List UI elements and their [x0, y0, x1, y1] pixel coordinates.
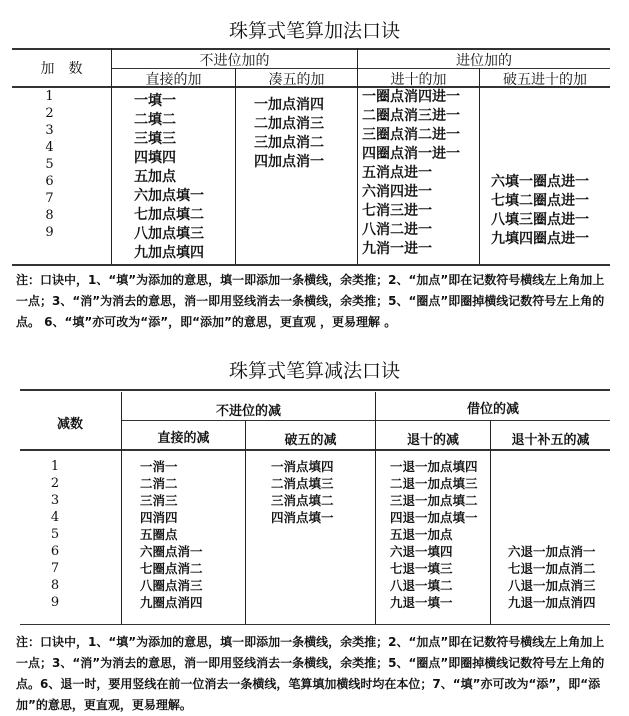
- cell: 三消三: [140, 493, 178, 508]
- cell: 六退一加点消一: [508, 544, 596, 559]
- cell: 二圈点消三进一: [362, 108, 460, 124]
- header-subtrahend: 减数: [56, 417, 83, 432]
- cell: 二消点填三: [271, 476, 334, 491]
- cell: 八退一加点消三: [508, 578, 596, 593]
- cell: 九退一填一: [390, 595, 453, 610]
- header-five: 破五的减: [284, 433, 337, 448]
- header-ten: 进十的加: [390, 72, 447, 88]
- cell: 三退一加点填二: [390, 493, 478, 508]
- cell: 六加点填一: [134, 188, 204, 204]
- cell: 六填一圈点进一: [491, 174, 589, 190]
- direct-column: [140, 458, 203, 611]
- cell: 1: [50, 459, 60, 474]
- cell: 一圈点消四进一: [362, 89, 460, 105]
- cell: 一消点填四: [271, 459, 334, 474]
- tenfive-column: [508, 543, 596, 611]
- cell: 5: [50, 527, 60, 542]
- cell: 四圈点消一进一: [362, 146, 460, 162]
- cell: 六退一填四: [390, 544, 453, 559]
- cell: 七退一加点消二: [508, 561, 596, 576]
- header-breakfive: 破五进十的加: [503, 72, 587, 88]
- cell: 一退一加点填四: [390, 459, 478, 474]
- cell: 二消二: [140, 476, 178, 491]
- cell: 七退一填三: [390, 561, 453, 576]
- cell: 7: [45, 191, 54, 206]
- cell: 八圈点消三: [140, 578, 203, 593]
- cell: 五圈点: [140, 527, 178, 542]
- divider: [479, 68, 480, 264]
- cell: 九加点填四: [134, 245, 204, 261]
- cell: 二退一加点填三: [390, 476, 478, 491]
- header-addend: 加 数: [40, 61, 83, 77]
- cell: 三加点消二: [254, 135, 324, 151]
- divider: [20, 389, 610, 391]
- cell: 九填四圈点进一: [491, 231, 589, 247]
- cell: 二填二: [134, 112, 176, 128]
- cell: 六消四进一: [362, 184, 432, 200]
- header-ten: 退十的减: [406, 433, 459, 448]
- header-five: 凑五的加: [268, 72, 325, 88]
- cell: 8: [45, 208, 54, 223]
- breakfive-column: [491, 173, 589, 249]
- header-noborrow: 不进位的减: [215, 404, 281, 419]
- divider: [12, 264, 610, 266]
- addition-note: 注：口诀中，1、“填”为添加的意思，填一即添加一条横线，余类推；2、“加点”即在记数符号横线左上角加上一点；3、“消”为消去的意思，消一即用竖线消去一条横线，余类推；5、“圈点”即圈掉横线记数符号左上角的点。 6、“填”亦可改为“添”，即“添加”的意思，更直观 ，更易理解 。: [16, 273, 605, 329]
- cell: 八退一填二: [390, 578, 453, 593]
- divider: [375, 392, 376, 624]
- divider: [122, 420, 610, 421]
- divider: [20, 449, 610, 451]
- cell: 二加点消三: [254, 116, 324, 132]
- cell: 七圈点消二: [140, 561, 203, 576]
- cell: 5: [45, 157, 54, 172]
- subtraction-note: 注：口诀中，1、“填”为添加的意思，填一即添加一条横线，余类推；2、“加点”即在记数符号横线左上角加上一点；3、“消”为消去的意思，消一即用竖线消去一条横线，余类推；5、“圈点”即圈掉横线记数符号左上角的点。6、退一时，要用竖线在前一位消去一条横线，笔算填加横线时均在本位；7、“填”亦可改为“添”，即“添加”的意思，更直观，更易理解。: [16, 635, 605, 712]
- direct-column: [134, 92, 204, 263]
- cell: 3: [45, 123, 54, 138]
- cell: 三填三: [134, 131, 176, 147]
- cell: 一消一: [140, 459, 178, 474]
- cell: 四加点消一: [254, 154, 324, 170]
- divider: [235, 68, 236, 264]
- cell: 五消点进一: [362, 165, 432, 181]
- cell: 9: [45, 225, 54, 240]
- cell: 九退一加点消四: [508, 595, 596, 610]
- number-column: [20, 458, 90, 611]
- cell: 一加点消四: [254, 97, 324, 113]
- cell: 七消三进一: [362, 203, 432, 219]
- addition-title: 珠算式笔算加法口诀: [228, 20, 400, 42]
- divider: [245, 421, 246, 624]
- header-borrow: 借位的减: [466, 402, 519, 417]
- divider: [20, 624, 610, 625]
- cell: 一填一: [134, 93, 176, 109]
- header-tenfive: 退十补五的减: [511, 433, 590, 448]
- number-column: [12, 88, 87, 241]
- header-carry: 进位加的: [456, 53, 512, 69]
- cell: 8: [50, 578, 60, 593]
- cell: 五退一加点: [390, 527, 453, 542]
- cell: 2: [45, 106, 54, 121]
- cell: 八填三圈点进一: [491, 212, 589, 228]
- header-nocarry: 不进位加的: [199, 53, 270, 69]
- cell: 四填四: [134, 150, 176, 166]
- cell: 3: [50, 493, 60, 508]
- header-direct: 直接的减: [157, 431, 210, 446]
- cell: 4: [50, 510, 60, 525]
- cell: 九消一进一: [362, 241, 432, 257]
- divider: [490, 421, 491, 624]
- cell: 三消点填二: [271, 493, 334, 508]
- cell: 六圈点消一: [140, 544, 203, 559]
- cell: 八加点填三: [134, 226, 204, 242]
- cell: 七加点填二: [134, 207, 204, 223]
- ten-column: [362, 88, 460, 259]
- cell: 五加点: [134, 169, 176, 185]
- five-column: [254, 96, 324, 172]
- cell: 四消四: [140, 510, 178, 525]
- cell: 9: [50, 595, 60, 610]
- cell: 三圈点消二进一: [362, 127, 460, 143]
- cell: 八消二进一: [362, 222, 432, 238]
- cell: 七填二圈点进一: [491, 193, 589, 209]
- cell: 四消点填一: [271, 510, 334, 525]
- header-direct: 直接的加: [145, 72, 202, 88]
- ten-column: [390, 458, 478, 611]
- cell: 7: [50, 561, 60, 576]
- cell: 4: [45, 140, 54, 155]
- five-column: [271, 458, 334, 526]
- cell: 6: [45, 174, 54, 189]
- cell: 6: [50, 544, 60, 559]
- cell: 1: [45, 89, 54, 104]
- subtraction-title: 珠算式笔算减法口诀: [228, 360, 400, 382]
- cell: 九圈点消四: [140, 595, 203, 610]
- cell: 四退一加点填一: [390, 510, 478, 525]
- cell: 2: [50, 476, 60, 491]
